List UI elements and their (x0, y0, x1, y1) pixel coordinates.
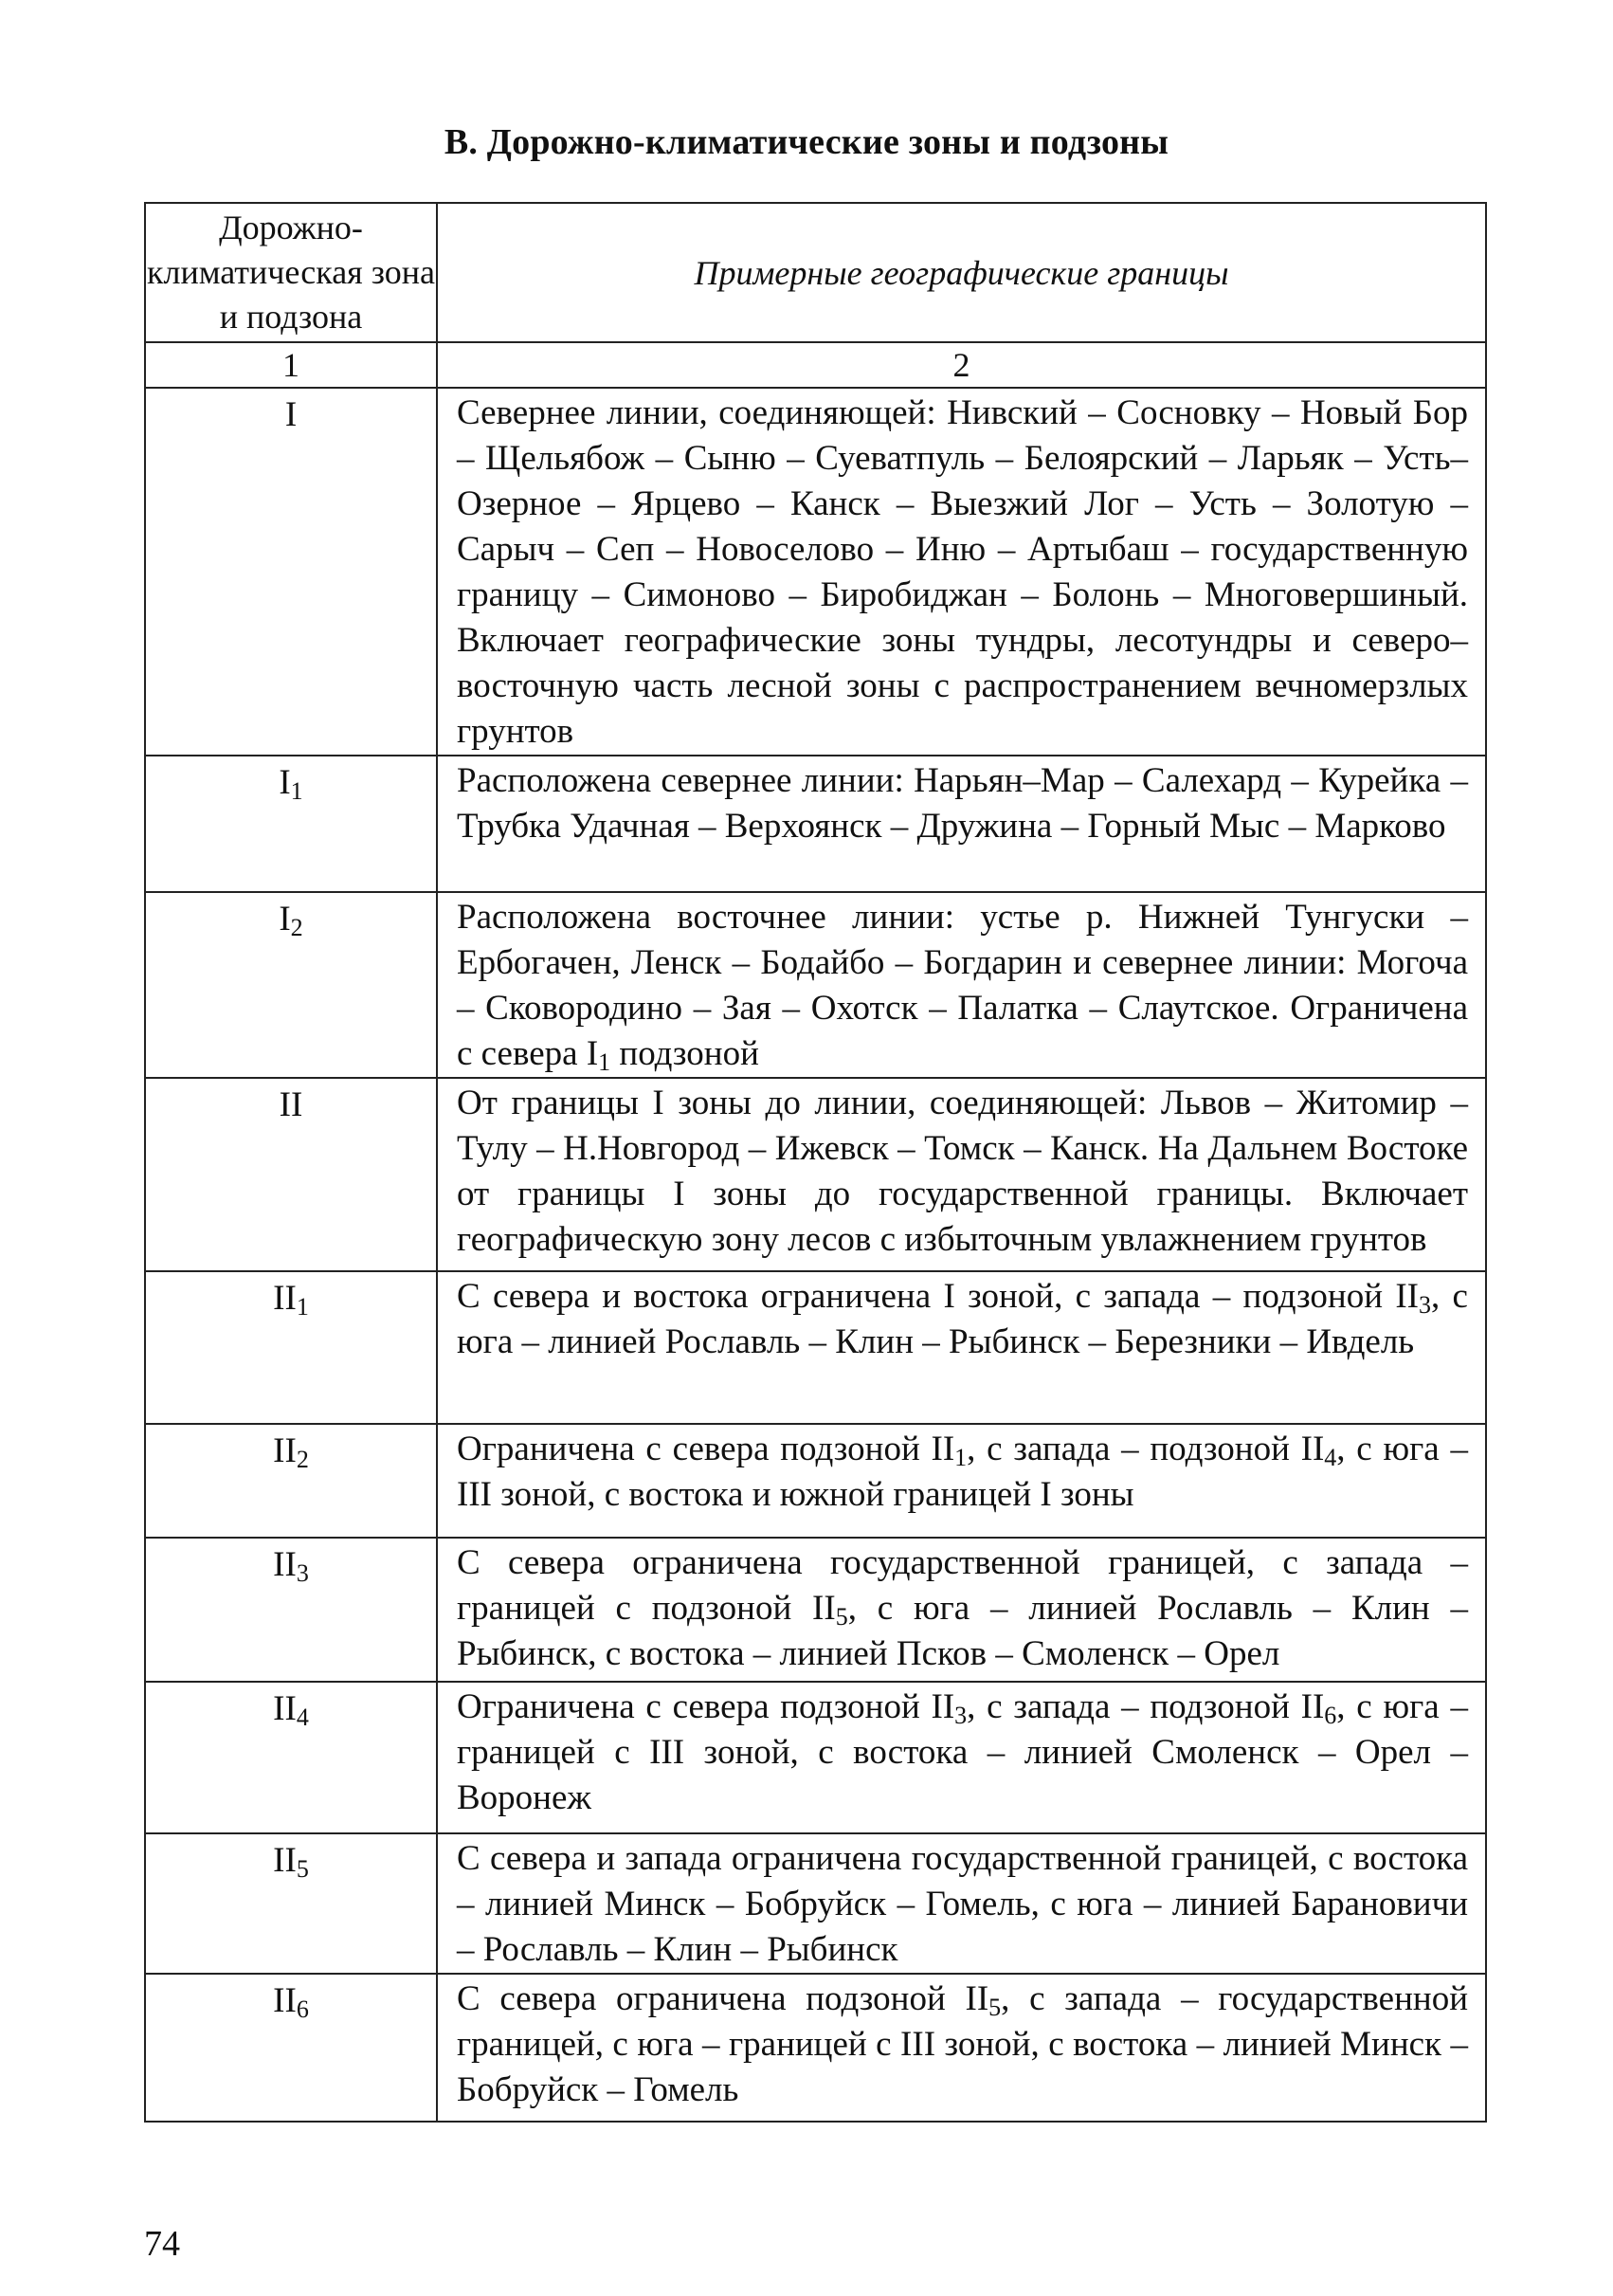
table-row (145, 1538, 1486, 1682)
column-number-2: 2 (437, 342, 1486, 388)
zone-cell: $II_1$ (145, 1271, 437, 1424)
zone-cell: $II_6$ (145, 1974, 437, 2122)
zone-cell: $II_5$ (145, 1833, 437, 1974)
column-number-1: 1 (145, 342, 437, 388)
boundary-cell: С севера ограничена государственной границей, с запада – границей с подзоной $II_5$, с юга – линией Рославль – Клин – Рыбинск, с востока – линией Псков – Смоленск – Орел (437, 1538, 1486, 1682)
page-number: 74 (144, 2224, 180, 2264)
table-row (145, 892, 1486, 1078)
table-header-row (145, 203, 1486, 342)
boundary-cell: С севера ограничена подзоной $II_5$, с запада – государственной границей, с юга – границей с III зоной, с востока – линией Минск – Бобруйск – Гомель (437, 1974, 1486, 2122)
table-row (145, 388, 1486, 756)
table-row (145, 1424, 1486, 1538)
table-row (145, 1682, 1486, 1833)
boundary-cell: С севера и запада ограничена государственной границей, с востока – линией Минск – Бобруйск – Гомель, с юга – линией Барановичи – Рославль – Клин – Рыбинск (437, 1833, 1486, 1974)
table-row (145, 1974, 1486, 2122)
header-boundaries: Примерные географические границы (437, 203, 1486, 342)
table-row (145, 1271, 1486, 1424)
boundary-cell: Севернее линии, соединяющей: Нивский – Сосновку – Новый Бор – Щельябож – Сыню – Суеватпуль – Белоярский – Ларьяк – Усть–Озерное – Ярцево – Канск – Выезжий Лог – Усть – Золотую – Сарыч – Сеп – Новоселово – Иню – Артыбаш – государственную границу – Симоново – Биробиджан – Болонь – Многовершиный. Включает географические зоны тундры, лесотундры и северо–восточную часть лесной зоны с распространением вечномерзлых грунтов (437, 388, 1486, 756)
boundary-cell: С севера и востока ограничена I зоной, с запада – подзоной $II_3$, с юга – линией Рославль – Клин – Рыбинск – Березники – Ивдель (437, 1271, 1486, 1424)
zone-cell: $II_3$ (145, 1538, 437, 1682)
zone-cell: II (145, 1078, 437, 1271)
boundary-cell: Ограничена с севера подзоной $II_1$, с запада – подзоной $II_4$, с юга – III зоной, с востока и южной границей I зоны (437, 1424, 1486, 1538)
page-title: В. Дорожно-климатические зоны и подзоны (444, 122, 1169, 162)
header-zone: Дорожно-климатическая зона и подзона (145, 203, 437, 342)
boundary-cell: От границы I зоны до линии, соединяющей: Львов – Житомир – Тулу – Н.Новгород – Ижевск – Томск – Канск. На Дальнем Востоке от границы I зоны до государственной границы. Включает географическую зону лесов с избыточным увлажнением грунтов (437, 1078, 1486, 1271)
table-row (145, 1078, 1486, 1271)
zone-cell: $II_2$ (145, 1424, 437, 1538)
table-row (145, 756, 1486, 892)
zone-cell: $I_1$ (145, 756, 437, 892)
column-number-row (145, 342, 1486, 388)
zone-cell: $II_4$ (145, 1682, 437, 1833)
zone-cell: I (145, 388, 437, 756)
zone-cell: $I_2$ (145, 892, 437, 1078)
zones-table (144, 202, 1487, 2123)
table-row (145, 1833, 1486, 1974)
boundary-cell: Ограничена с севера подзоной $II_3$, с запада – подзоной $II_6$, с юга – границей с III зоной, с востока – линией Смоленск – Орел – Воронеж (437, 1682, 1486, 1833)
boundary-cell: Расположена восточнее линии: устье р. Нижней Тунгуски – Ербогачен, Ленск – Бодайбо – Богдарин и севернее линии: Могоча – Сковородино – Зая – Охотск – Палатка – Слаутское. Ограничена с севера $I_1$ подзоной (437, 892, 1486, 1078)
boundary-cell: Расположена севернее линии: Нарьян–Мар – Салехард – Курейка – Трубка Удачная – Верхоянск – Дружина – Горный Мыс – Марково (437, 756, 1486, 892)
